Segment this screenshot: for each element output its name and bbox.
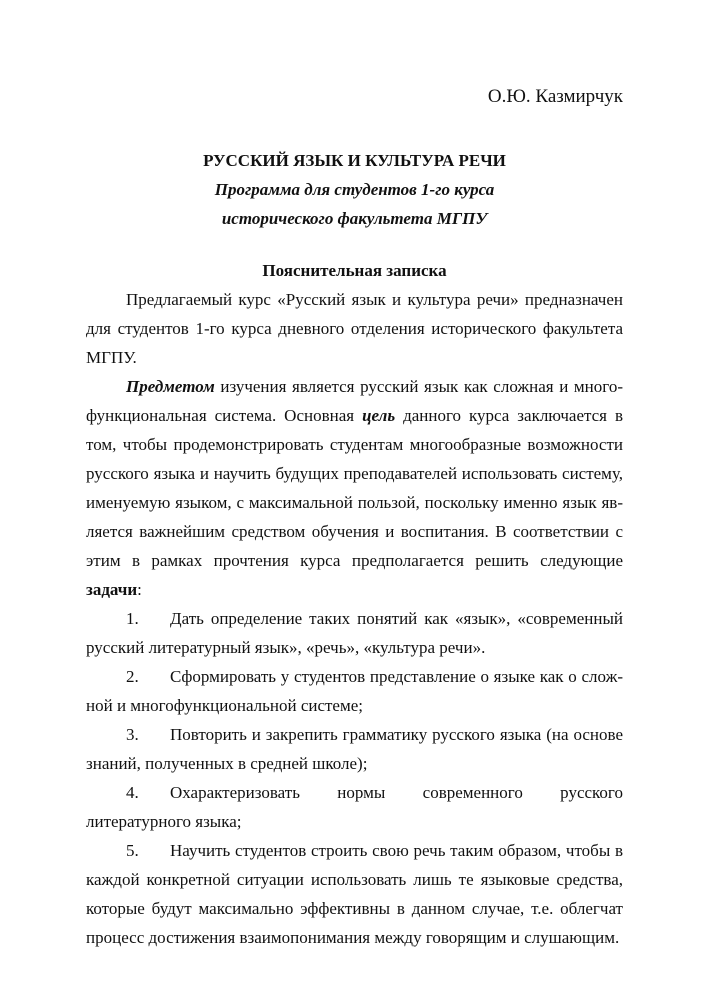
task-number: 3. [126, 725, 139, 744]
course-title: РУССКИЙ ЯЗЫК И КУЛЬТУРА РЕЧИ [203, 151, 506, 170]
task-text: Дать определение таких понятий как «язык», «современный русский литературный язык», «речь», «культура речи». [86, 609, 623, 657]
subject-text-part-3: : [137, 580, 142, 599]
program-subtitle-line-1: Программа для студентов 1-го курса [214, 180, 495, 199]
task-text: Сформировать у студентов представление о языке как о сложной и многофункциональной системе; [86, 667, 623, 715]
task-number: 5. [126, 841, 139, 860]
subject-paragraph [86, 372, 623, 604]
task-text: Научить студентов строить свою речь таким образом, чтобы в каждой конкретной ситуации использовать лишь те языковые средства, которые будут максимально эффективны в данном случае, т.е. облегчат процесс достижения взаимопонимания между говорящим и слушающим. [86, 841, 623, 947]
task-number: 2. [126, 667, 139, 686]
task-text: Повторить и закрепить грамматику русского языка (на основе знаний, полученных в средней школе); [86, 725, 623, 773]
task-item-3 [86, 720, 623, 778]
author-name: О.Ю. Казмирчук [487, 86, 623, 107]
intro-paragraph: Предлагаемый курс «Русский язык и культура речи» предназначен для студентов 1-го курса дневного отделения исторического факультета МГПУ. [86, 290, 623, 367]
task-number: 1. [126, 609, 139, 628]
term-subject: Предметом [126, 377, 215, 396]
term-goal: цель [362, 406, 396, 425]
term-tasks: задачи [86, 580, 138, 599]
task-item-5 [86, 836, 623, 952]
title-block [86, 146, 623, 233]
task-item-1 [86, 604, 623, 662]
program-subtitle-line-2: исторического факультета МГПУ [221, 209, 488, 228]
section-heading: Пояснительная записка [262, 261, 447, 280]
subject-text-part-1: изучения является русский язык как сложная и многофункциональная система. Основная [86, 377, 623, 425]
document-body [86, 285, 623, 952]
subject-text-part-2: данного курса заключается в том, чтобы продемонстрировать студентам многообразные возможности русского языка и научить будущих преподавателей использовать систему, именуемую языком, с максимальной пользой, поскольку именно язык является важнейшим средством обучения и воспитания. В соответствии с этим в рамках прочтения курса предполагается решить следующие [86, 406, 623, 570]
task-item-2 [86, 662, 623, 720]
task-item-4 [86, 778, 623, 836]
task-text: Охарактеризовать нормы современного русского литературного языка; [86, 783, 623, 831]
task-number: 4. [126, 783, 139, 802]
